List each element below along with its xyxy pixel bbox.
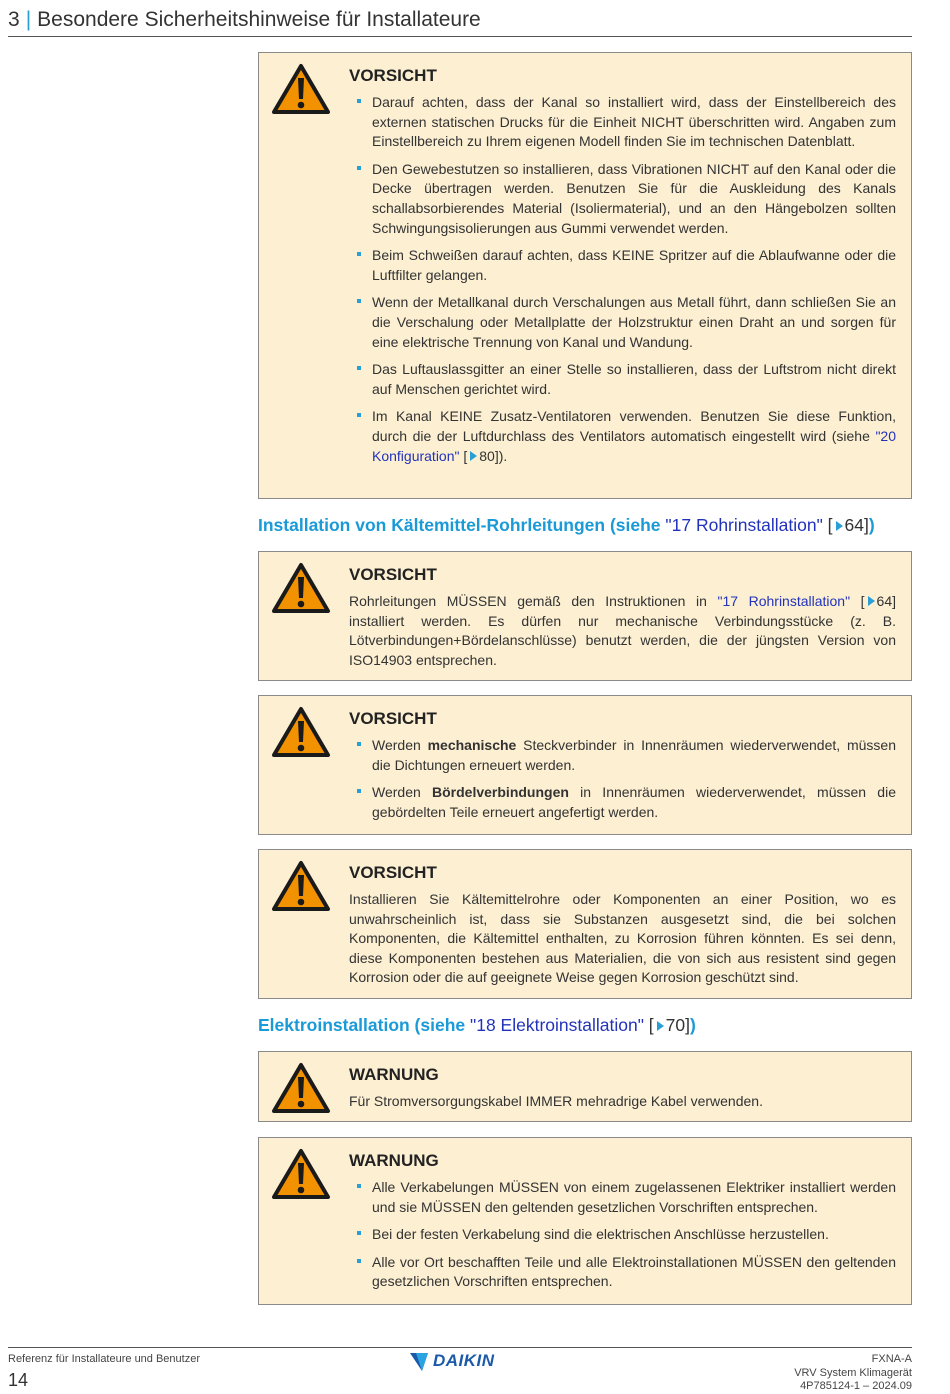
- list-item: Bei der festen Verkabelung sind die elektrischen Anschlüsse herzustellen.: [349, 1225, 896, 1245]
- warning-triangle-icon: [271, 1062, 331, 1114]
- chapter-number: 3: [8, 8, 20, 31]
- bullet-icon: [357, 99, 361, 103]
- list-item: Das Luftauslassgitter an einer Stelle so installieren, dass der Luftstrom nicht direkt auf Menschen gerichtet wird.: [349, 360, 896, 399]
- link-18-elektroinstallation[interactable]: "18 Elektroinstallation": [470, 1015, 644, 1035]
- logo-word: DAIKIN: [433, 1351, 495, 1370]
- page-ref[interactable]: 64: [844, 515, 864, 535]
- chapter-separator: |: [25, 8, 32, 31]
- bullet-icon: [357, 166, 361, 170]
- list-item: Werden mechanische Steckverbinder in Innenräumen wiederverwendet, müssen die Dichtungen erneuert werden.: [349, 736, 896, 775]
- list-item: Beim Schweißen darauf achten, dass KEINE Spritzer auf die Ablaufwanne oder die Luftfilter gelangen.: [349, 246, 896, 285]
- warning-title: WARNUNG: [349, 1065, 439, 1084]
- warning-triangle-icon: [271, 63, 331, 115]
- page-header: [8, 6, 912, 37]
- daikin-logo-icon: [408, 1350, 432, 1374]
- caution-text: Rohrleitungen MÜSSEN gemäß den Instruktionen in "17 Rohrinstallation" [ 64] installiert werden. Es dürfen nur mechanische Verbindungsstücke (z. B. Lötverbindungen+Bördelanschlüsse) benutzt werden, die der jüngsten Version von ISO14903 entsprechen.: [349, 593, 896, 668]
- list-item: Alle vor Ort beschafften Teile und alle Elektroinstallationen MÜSSEN den geltenden gesetzlichen Vorschriften entsprechen.: [349, 1253, 896, 1292]
- list-item: Werden Bördelverbindungen in Innenräumen wiederverwendet, müssen die gebördelten Teile erneuert angefertigt werden.: [349, 783, 896, 822]
- warning-text: Für Stromversorgungskabel IMMER mehradrige Kabel verwenden.: [349, 1093, 763, 1109]
- page-number: 14: [8, 1370, 29, 1390]
- caution-title: VORSICHT: [349, 565, 437, 584]
- caution-box: [258, 695, 912, 835]
- link-20-konfiguration[interactable]: "20 Konfiguration": [372, 427, 896, 464]
- list-item: Im Kanal KEINE Zusatz-Ventilatoren verwenden. Benutzen Sie diese Funktion, durch die der Luftdurchlass des Ventilators automatisch eingestellt wird (siehe "20 Konfiguration" [ 80]).: [349, 407, 896, 466]
- section-heading-refrigerant-piping: Installation von Kältemittel-Rohrleitungen (siehe "17 Rohrinstallation" [ 64]): [258, 515, 875, 535]
- daikin-logo: [408, 1350, 512, 1374]
- link-17-rohrinstallation[interactable]: "17 Rohrinstallation": [717, 593, 851, 609]
- page-ref[interactable]: 70: [665, 1015, 686, 1035]
- model-name: FXNA-A: [871, 1353, 912, 1365]
- caution-box: [258, 849, 912, 999]
- bullet-icon: [357, 1259, 361, 1263]
- caution-list: [349, 93, 896, 466]
- page-ref-arrow-icon: [470, 451, 477, 461]
- page-ref-arrow-icon: [868, 596, 875, 606]
- bullet-icon: [357, 366, 361, 370]
- page-ref-arrow-icon: [836, 521, 843, 531]
- bullet-icon: [357, 299, 361, 303]
- footer-divider: [8, 1347, 912, 1348]
- warning-triangle-icon: [271, 1148, 331, 1200]
- caution-title: VORSICHT: [349, 66, 437, 85]
- caution-box: [258, 551, 912, 681]
- product-name: VRV System Klimagerät: [794, 1366, 912, 1379]
- caution-title: VORSICHT: [349, 709, 437, 728]
- warning-list: [349, 1178, 896, 1292]
- caution-list: [349, 736, 896, 822]
- caution-text: Installieren Sie Kältemittelrohre oder Komponenten an einer Position, wo es unwahrscheinlich ist, dass sie Substanzen ausgesetzt sind, die bei solchen Komponenten, die Kältemittel enthalten, zu Korrosion führen könnten. Es sei denn, diese Komponenten bestehen aus Materialien, die von sich aus resistent sind gegen Korrosion oder die auf geeignete Weise gegen Korrosion geschützt sind.: [349, 891, 896, 986]
- bullet-icon: [357, 413, 361, 417]
- warning-triangle-icon: [271, 562, 331, 614]
- bullet-icon: [357, 252, 361, 256]
- caution-title: VORSICHT: [349, 863, 437, 882]
- list-item: Darauf achten, dass der Kanal so installiert wird, dass der Einstellbereich des externen statischen Drucks für die Einheit NICHT überschritten wird. Angaben zum Einstellbereich zu Ihrem eigenen Modell finden Sie im technischen Datenblatt.: [349, 93, 896, 152]
- footer-product-info: [794, 1353, 912, 1394]
- warning-box: [258, 1051, 912, 1122]
- bullet-icon: [357, 1231, 361, 1235]
- page-ref[interactable]: 64: [876, 593, 893, 609]
- page-ref-arrow-icon: [657, 1021, 664, 1031]
- warning-title: WARNUNG: [349, 1151, 439, 1170]
- warning-box: [258, 1137, 912, 1305]
- footer-document-title: Referenz für Installateure und Benutzer: [8, 1353, 201, 1365]
- chapter-title: Besondere Sicherheitshinweise für Installateure: [37, 8, 481, 31]
- list-item: Alle Verkabelungen MÜSSEN von einem zugelassenen Elektriker installiert werden und sie MÜSSEN den geltenden gesetzlichen Vorschriften entsprechen.: [349, 1178, 896, 1217]
- list-item: Den Gewebestutzen so installieren, dass Vibrationen NICHT auf den Kanal oder die Decke übertragen werden. Benutzen Sie für die Auskleidung des Kanals schallabsorbierendes Material (Isoliermaterial), und an den Hängebolzen sollten Schwingungsisolierungen aus Gummi verwendet werden.: [349, 160, 896, 238]
- caution-box: [258, 52, 912, 499]
- bullet-icon: [357, 1184, 361, 1188]
- list-item: Wenn der Metallkanal durch Verschalungen aus Metall führt, dann schließen Sie an die Verschalung oder Metallplatte der Holzstruktur einen Draht an und sorgen für eine elektrische Trennung von Kanal und Wandung.: [349, 293, 896, 352]
- warning-triangle-icon: [271, 860, 331, 912]
- section-heading-electrical: Elektroinstallation (siehe "18 Elektroinstallation" [ 70]): [258, 1015, 696, 1035]
- bullet-icon: [357, 789, 361, 793]
- warning-triangle-icon: [271, 706, 331, 758]
- document-code: 4P785124-1 – 2024.09: [800, 1380, 912, 1392]
- link-17-rohrinstallation[interactable]: "17 Rohrinstallation": [665, 515, 823, 535]
- page-ref[interactable]: 80: [479, 447, 495, 464]
- bullet-icon: [357, 742, 361, 746]
